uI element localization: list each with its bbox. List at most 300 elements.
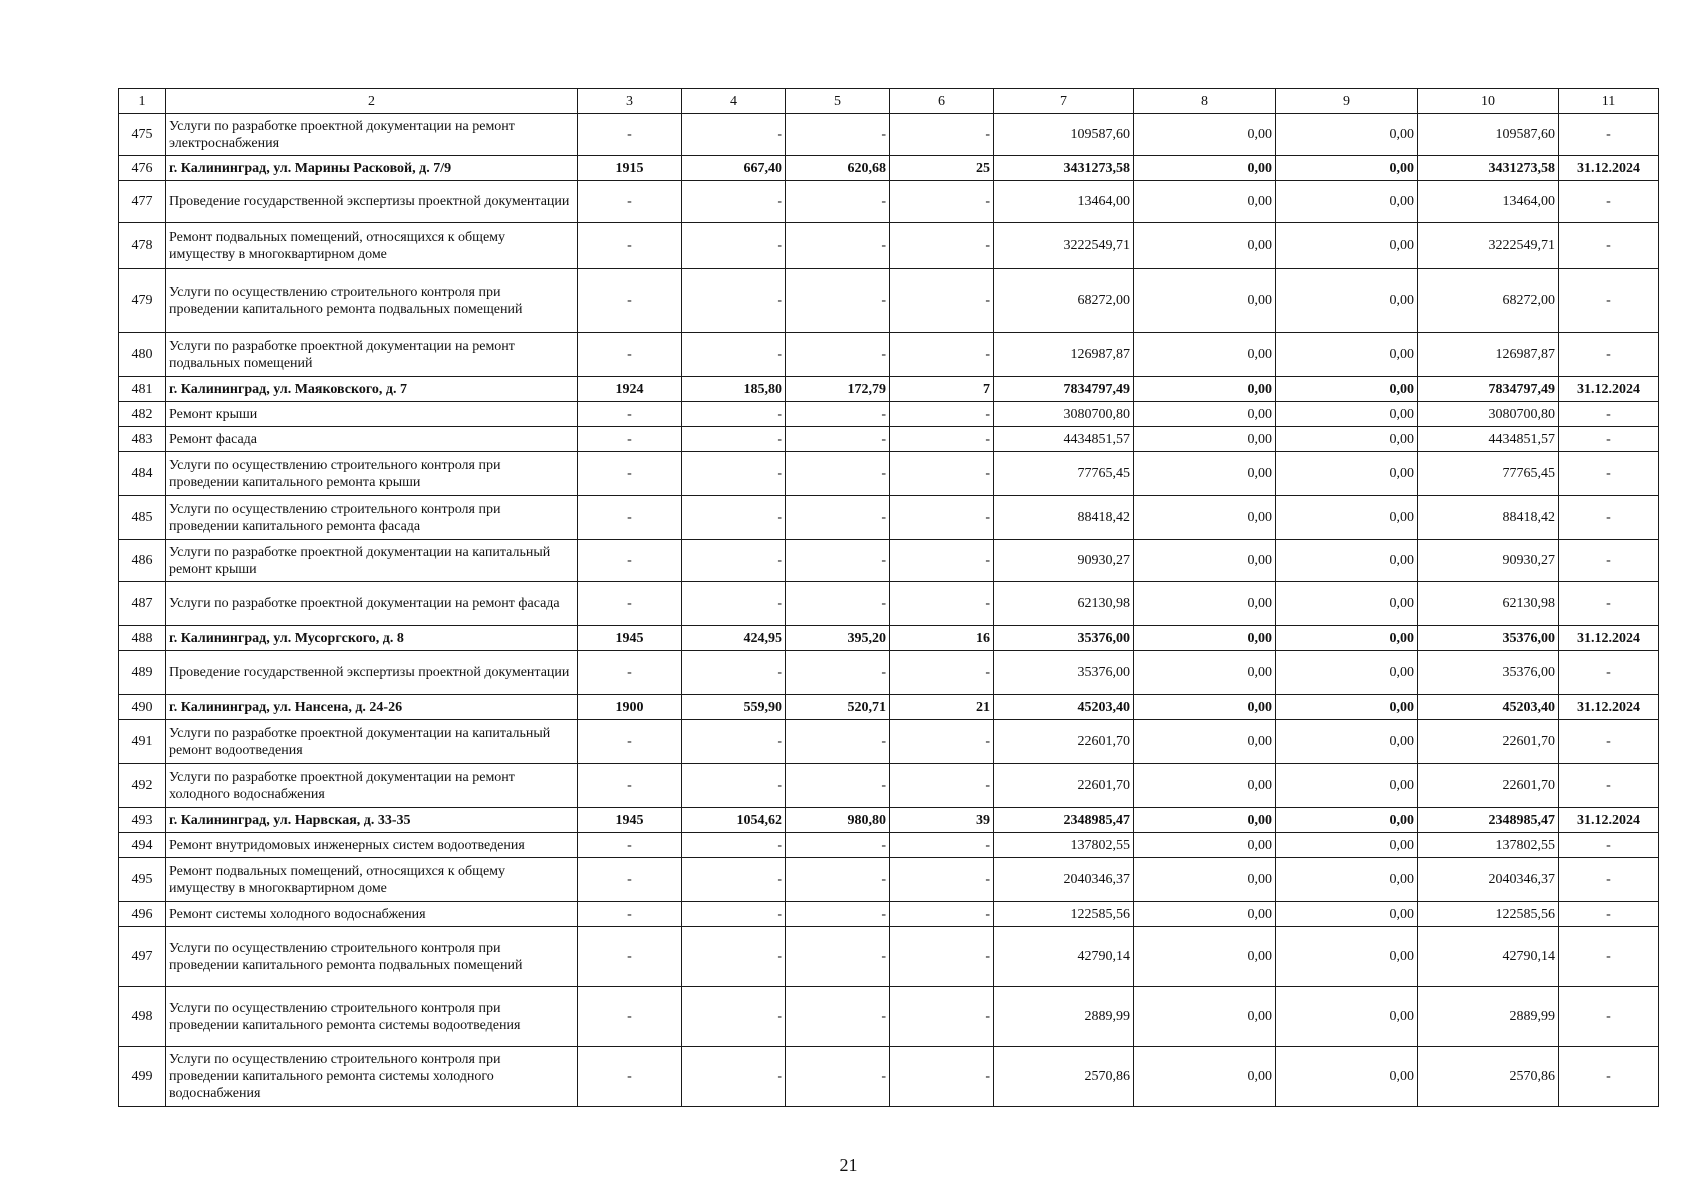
cost-col-8-cell: 0,00	[1134, 223, 1276, 269]
table-row	[119, 902, 1659, 927]
cost-col-9-cell: 0,00	[1276, 626, 1418, 651]
residents-count-cell: -	[890, 858, 994, 902]
residents-count-cell: -	[890, 987, 994, 1047]
year-built-cell: -	[578, 720, 682, 764]
cost-col-10-cell: 7834797,49	[1418, 377, 1559, 402]
living-area-cell: -	[786, 902, 890, 927]
work-name-cell: Проведение государственной экспертизы проектной документации	[166, 181, 578, 223]
cost-col-10-cell: 3222549,71	[1418, 223, 1559, 269]
row-number-cell: 479	[119, 269, 166, 333]
cost-col-8-cell: 0,00	[1134, 858, 1276, 902]
cost-col-10-cell: 35376,00	[1418, 626, 1559, 651]
cost-total-cell: 68272,00	[994, 269, 1134, 333]
residents-count-cell: 7	[890, 377, 994, 402]
work-name-cell: Услуги по осуществлению строительного контроля при проведении капитального ремонта крыши	[166, 452, 578, 496]
living-area-cell: -	[786, 427, 890, 452]
residents-count-cell: -	[890, 181, 994, 223]
column-header-8: 8	[1134, 89, 1276, 114]
column-header-6: 6	[890, 89, 994, 114]
living-area-cell: -	[786, 833, 890, 858]
completion-date-cell: 31.12.2024	[1559, 156, 1659, 181]
year-built-cell: -	[578, 651, 682, 695]
total-area-cell: -	[682, 1047, 786, 1107]
cost-col-8-cell: 0,00	[1134, 269, 1276, 333]
living-area-cell: 395,20	[786, 626, 890, 651]
cost-total-cell: 137802,55	[994, 833, 1134, 858]
table-row	[119, 452, 1659, 496]
living-area-cell: -	[786, 720, 890, 764]
column-header-4: 4	[682, 89, 786, 114]
cost-col-9-cell: 0,00	[1276, 808, 1418, 833]
cost-col-10-cell: 3431273,58	[1418, 156, 1559, 181]
row-number-cell: 482	[119, 402, 166, 427]
total-area-cell: -	[682, 540, 786, 582]
living-area-cell: -	[786, 858, 890, 902]
work-name-cell: Услуги по разработке проектной документации на капитальный ремонт водоотведения	[166, 720, 578, 764]
residents-count-cell: -	[890, 720, 994, 764]
work-name-cell: Ремонт фасада	[166, 427, 578, 452]
column-header-7: 7	[994, 89, 1134, 114]
residents-count-cell: -	[890, 833, 994, 858]
cost-col-8-cell: 0,00	[1134, 902, 1276, 927]
cost-col-8-cell: 0,00	[1134, 764, 1276, 808]
completion-date-cell: -	[1559, 927, 1659, 987]
residents-count-cell: 39	[890, 808, 994, 833]
cost-col-8-cell: 0,00	[1134, 582, 1276, 626]
cost-col-9-cell: 0,00	[1276, 452, 1418, 496]
total-area-cell: -	[682, 181, 786, 223]
cost-total-cell: 77765,45	[994, 452, 1134, 496]
cost-col-10-cell: 3080700,80	[1418, 402, 1559, 427]
completion-date-cell: -	[1559, 269, 1659, 333]
cost-total-cell: 2889,99	[994, 987, 1134, 1047]
year-built-cell: -	[578, 1047, 682, 1107]
living-area-cell: -	[786, 927, 890, 987]
living-area-cell: -	[786, 333, 890, 377]
cost-total-cell: 2040346,37	[994, 858, 1134, 902]
year-built-cell: -	[578, 833, 682, 858]
table-row	[119, 651, 1659, 695]
cost-col-8-cell: 0,00	[1134, 987, 1276, 1047]
table-row	[119, 764, 1659, 808]
living-area-cell: -	[786, 452, 890, 496]
row-number-cell: 478	[119, 223, 166, 269]
work-name-cell: Ремонт подвальных помещений, относящихся к общему имуществу в многоквартирном доме	[166, 223, 578, 269]
completion-date-cell: 31.12.2024	[1559, 377, 1659, 402]
cost-total-cell: 122585,56	[994, 902, 1134, 927]
cost-col-8-cell: 0,00	[1134, 927, 1276, 987]
works-table	[118, 88, 1659, 1107]
cost-total-cell: 42790,14	[994, 927, 1134, 987]
completion-date-cell: -	[1559, 1047, 1659, 1107]
year-built-cell: -	[578, 540, 682, 582]
year-built-cell: -	[578, 452, 682, 496]
cost-col-10-cell: 2348985,47	[1418, 808, 1559, 833]
cost-col-10-cell: 88418,42	[1418, 496, 1559, 540]
cost-col-9-cell: 0,00	[1276, 858, 1418, 902]
year-built-cell: -	[578, 223, 682, 269]
cost-total-cell: 62130,98	[994, 582, 1134, 626]
completion-date-cell: -	[1559, 764, 1659, 808]
page-number: 21	[839, 1155, 858, 1175]
table-row	[119, 987, 1659, 1047]
total-area-cell: -	[682, 269, 786, 333]
cost-total-cell: 3431273,58	[994, 156, 1134, 181]
cost-col-10-cell: 4434851,57	[1418, 427, 1559, 452]
completion-date-cell: -	[1559, 582, 1659, 626]
column-header-1: 1	[119, 89, 166, 114]
year-built-cell: 1924	[578, 377, 682, 402]
year-built-cell: -	[578, 987, 682, 1047]
year-built-cell: -	[578, 333, 682, 377]
work-name-cell: г. Калининград, ул. Маяковского, д. 7	[166, 377, 578, 402]
row-number-cell: 481	[119, 377, 166, 402]
cost-total-cell: 126987,87	[994, 333, 1134, 377]
completion-date-cell: 31.12.2024	[1559, 695, 1659, 720]
address-row	[119, 695, 1659, 720]
work-name-cell: г. Калининград, ул. Марины Расковой, д. 7/9	[166, 156, 578, 181]
column-header-2: 2	[166, 89, 578, 114]
total-area-cell: -	[682, 902, 786, 927]
cost-col-10-cell: 2889,99	[1418, 987, 1559, 1047]
cost-total-cell: 88418,42	[994, 496, 1134, 540]
work-name-cell: Услуги по осуществлению строительного контроля при проведении капитального ремонта фасада	[166, 496, 578, 540]
cost-col-9-cell: 0,00	[1276, 540, 1418, 582]
work-name-cell: Услуги по осуществлению строительного контроля при проведении капитального ремонта подвальных помещений	[166, 269, 578, 333]
row-number-cell: 487	[119, 582, 166, 626]
year-built-cell: -	[578, 269, 682, 333]
residents-count-cell: 16	[890, 626, 994, 651]
work-name-cell: Проведение государственной экспертизы проектной документации	[166, 651, 578, 695]
work-name-cell: Услуги по осуществлению строительного контроля при проведении капитального ремонта системы холодного водоснабжения	[166, 1047, 578, 1107]
living-area-cell: -	[786, 1047, 890, 1107]
total-area-cell: -	[682, 223, 786, 269]
residents-count-cell: 25	[890, 156, 994, 181]
total-area-cell: -	[682, 720, 786, 764]
table-row	[119, 582, 1659, 626]
row-number-cell: 494	[119, 833, 166, 858]
total-area-cell: -	[682, 764, 786, 808]
residents-count-cell: -	[890, 223, 994, 269]
table-row	[119, 1047, 1659, 1107]
cost-col-9-cell: 0,00	[1276, 427, 1418, 452]
cost-col-10-cell: 62130,98	[1418, 582, 1559, 626]
row-number-cell: 490	[119, 695, 166, 720]
column-header-9: 9	[1276, 89, 1418, 114]
completion-date-cell: -	[1559, 496, 1659, 540]
cost-col-10-cell: 77765,45	[1418, 452, 1559, 496]
work-name-cell: Ремонт системы холодного водоснабжения	[166, 902, 578, 927]
year-built-cell: -	[578, 764, 682, 808]
year-built-cell: -	[578, 496, 682, 540]
completion-date-cell: -	[1559, 651, 1659, 695]
cost-col-10-cell: 35376,00	[1418, 651, 1559, 695]
residents-count-cell: -	[890, 496, 994, 540]
cost-col-9-cell: 0,00	[1276, 156, 1418, 181]
residents-count-cell: -	[890, 1047, 994, 1107]
cost-col-8-cell: 0,00	[1134, 114, 1276, 156]
cost-col-9-cell: 0,00	[1276, 833, 1418, 858]
residents-count-cell: -	[890, 333, 994, 377]
total-area-cell: 1054,62	[682, 808, 786, 833]
cost-col-9-cell: 0,00	[1276, 269, 1418, 333]
column-header-3: 3	[578, 89, 682, 114]
residents-count-cell: -	[890, 927, 994, 987]
cost-total-cell: 90930,27	[994, 540, 1134, 582]
cost-col-10-cell: 122585,56	[1418, 902, 1559, 927]
work-name-cell: Услуги по разработке проектной документации на ремонт холодного водоснабжения	[166, 764, 578, 808]
cost-col-9-cell: 0,00	[1276, 496, 1418, 540]
work-name-cell: Услуги по разработке проектной документации на капитальный ремонт крыши	[166, 540, 578, 582]
total-area-cell: -	[682, 114, 786, 156]
residents-count-cell: -	[890, 269, 994, 333]
cost-total-cell: 45203,40	[994, 695, 1134, 720]
column-header-11: 11	[1559, 89, 1659, 114]
year-built-cell: 1945	[578, 808, 682, 833]
table-row	[119, 114, 1659, 156]
year-built-cell: -	[578, 427, 682, 452]
cost-col-8-cell: 0,00	[1134, 1047, 1276, 1107]
row-number-cell: 499	[119, 1047, 166, 1107]
work-name-cell: г. Калининград, ул. Нарвская, д. 33-35	[166, 808, 578, 833]
living-area-cell: 980,80	[786, 808, 890, 833]
cost-col-10-cell: 2570,86	[1418, 1047, 1559, 1107]
cost-col-8-cell: 0,00	[1134, 540, 1276, 582]
cost-col-8-cell: 0,00	[1134, 626, 1276, 651]
living-area-cell: -	[786, 987, 890, 1047]
completion-date-cell: -	[1559, 540, 1659, 582]
cost-col-9-cell: 0,00	[1276, 695, 1418, 720]
living-area-cell: -	[786, 496, 890, 540]
row-number-cell: 488	[119, 626, 166, 651]
residents-count-cell: 21	[890, 695, 994, 720]
total-area-cell: 559,90	[682, 695, 786, 720]
year-built-cell: -	[578, 181, 682, 223]
cost-total-cell: 13464,00	[994, 181, 1134, 223]
row-number-cell: 497	[119, 927, 166, 987]
cost-total-cell: 22601,70	[994, 720, 1134, 764]
completion-date-cell: -	[1559, 333, 1659, 377]
cost-col-10-cell: 126987,87	[1418, 333, 1559, 377]
year-built-cell: -	[578, 402, 682, 427]
living-area-cell: -	[786, 764, 890, 808]
cost-col-8-cell: 0,00	[1134, 333, 1276, 377]
cost-col-9-cell: 0,00	[1276, 720, 1418, 764]
total-area-cell: -	[682, 427, 786, 452]
work-name-cell: Ремонт внутридомовых инженерных систем водоотведения	[166, 833, 578, 858]
row-number-cell: 495	[119, 858, 166, 902]
cost-col-10-cell: 22601,70	[1418, 720, 1559, 764]
cost-col-10-cell: 45203,40	[1418, 695, 1559, 720]
table-row	[119, 720, 1659, 764]
work-name-cell: Услуги по разработке проектной документации на ремонт подвальных помещений	[166, 333, 578, 377]
cost-col-9-cell: 0,00	[1276, 764, 1418, 808]
column-header-5: 5	[786, 89, 890, 114]
row-number-cell: 493	[119, 808, 166, 833]
living-area-cell: -	[786, 114, 890, 156]
completion-date-cell: -	[1559, 833, 1659, 858]
residents-count-cell: -	[890, 764, 994, 808]
cost-col-10-cell: 109587,60	[1418, 114, 1559, 156]
row-number-cell: 492	[119, 764, 166, 808]
cost-col-8-cell: 0,00	[1134, 377, 1276, 402]
living-area-cell: -	[786, 269, 890, 333]
total-area-cell: 424,95	[682, 626, 786, 651]
cost-col-8-cell: 0,00	[1134, 427, 1276, 452]
living-area-cell: -	[786, 651, 890, 695]
cost-col-9-cell: 0,00	[1276, 181, 1418, 223]
cost-col-10-cell: 137802,55	[1418, 833, 1559, 858]
cost-col-10-cell: 22601,70	[1418, 764, 1559, 808]
work-name-cell: Услуги по осуществлению строительного контроля при проведении капитального ремонта системы водоотведения	[166, 987, 578, 1047]
living-area-cell: -	[786, 582, 890, 626]
work-name-cell: Услуги по разработке проектной документации на ремонт электроснабжения	[166, 114, 578, 156]
row-number-cell: 484	[119, 452, 166, 496]
table-row	[119, 833, 1659, 858]
cost-total-cell: 4434851,57	[994, 427, 1134, 452]
living-area-cell: 520,71	[786, 695, 890, 720]
cost-col-9-cell: 0,00	[1276, 927, 1418, 987]
year-built-cell: 1915	[578, 156, 682, 181]
table-row	[119, 927, 1659, 987]
residents-count-cell: -	[890, 651, 994, 695]
total-area-cell: 667,40	[682, 156, 786, 181]
year-built-cell: -	[578, 902, 682, 927]
year-built-cell: 1900	[578, 695, 682, 720]
total-area-cell: -	[682, 833, 786, 858]
residents-count-cell: -	[890, 902, 994, 927]
residents-count-cell: -	[890, 114, 994, 156]
cost-col-8-cell: 0,00	[1134, 452, 1276, 496]
year-built-cell: -	[578, 114, 682, 156]
row-number-cell: 483	[119, 427, 166, 452]
cost-col-10-cell: 90930,27	[1418, 540, 1559, 582]
work-name-cell: г. Калининград, ул. Мусоргского, д. 8	[166, 626, 578, 651]
completion-date-cell: -	[1559, 858, 1659, 902]
work-name-cell: г. Калининград, ул. Нансена, д. 24-26	[166, 695, 578, 720]
cost-col-10-cell: 68272,00	[1418, 269, 1559, 333]
total-area-cell: -	[682, 333, 786, 377]
row-number-cell: 491	[119, 720, 166, 764]
work-name-cell: Ремонт крыши	[166, 402, 578, 427]
table-row	[119, 858, 1659, 902]
address-row	[119, 156, 1659, 181]
year-built-cell: -	[578, 582, 682, 626]
completion-date-cell: -	[1559, 452, 1659, 496]
cost-col-9-cell: 0,00	[1276, 114, 1418, 156]
cost-total-cell: 35376,00	[994, 626, 1134, 651]
year-built-cell: -	[578, 858, 682, 902]
total-area-cell: -	[682, 858, 786, 902]
row-number-cell: 476	[119, 156, 166, 181]
residents-count-cell: -	[890, 540, 994, 582]
total-area-cell: -	[682, 987, 786, 1047]
residents-count-cell: -	[890, 427, 994, 452]
cost-total-cell: 22601,70	[994, 764, 1134, 808]
completion-date-cell: -	[1559, 427, 1659, 452]
total-area-cell: -	[682, 582, 786, 626]
table-row	[119, 540, 1659, 582]
total-area-cell: -	[682, 927, 786, 987]
cost-col-9-cell: 0,00	[1276, 223, 1418, 269]
cost-col-9-cell: 0,00	[1276, 333, 1418, 377]
total-area-cell: -	[682, 496, 786, 540]
table-row	[119, 496, 1659, 540]
completion-date-cell: -	[1559, 181, 1659, 223]
completion-date-cell: -	[1559, 987, 1659, 1047]
cost-col-8-cell: 0,00	[1134, 695, 1276, 720]
cost-col-8-cell: 0,00	[1134, 402, 1276, 427]
table-body	[119, 89, 1659, 1107]
cost-col-8-cell: 0,00	[1134, 156, 1276, 181]
living-area-cell: 620,68	[786, 156, 890, 181]
completion-date-cell: -	[1559, 902, 1659, 927]
cost-col-9-cell: 0,00	[1276, 902, 1418, 927]
cost-col-9-cell: 0,00	[1276, 402, 1418, 427]
column-header-10: 10	[1418, 89, 1559, 114]
residents-count-cell: -	[890, 452, 994, 496]
cost-col-8-cell: 0,00	[1134, 720, 1276, 764]
residents-count-cell: -	[890, 402, 994, 427]
row-number-cell: 489	[119, 651, 166, 695]
table-row	[119, 269, 1659, 333]
cost-col-9-cell: 0,00	[1276, 582, 1418, 626]
table-row	[119, 223, 1659, 269]
cost-total-cell: 3080700,80	[994, 402, 1134, 427]
cost-col-8-cell: 0,00	[1134, 808, 1276, 833]
cost-col-10-cell: 13464,00	[1418, 181, 1559, 223]
cost-col-8-cell: 0,00	[1134, 181, 1276, 223]
cost-col-9-cell: 0,00	[1276, 1047, 1418, 1107]
total-area-cell: 185,80	[682, 377, 786, 402]
completion-date-cell: 31.12.2024	[1559, 808, 1659, 833]
residents-count-cell: -	[890, 582, 994, 626]
cost-col-8-cell: 0,00	[1134, 496, 1276, 540]
completion-date-cell: -	[1559, 114, 1659, 156]
completion-date-cell: -	[1559, 223, 1659, 269]
living-area-cell: -	[786, 402, 890, 427]
table-row	[119, 333, 1659, 377]
living-area-cell: -	[786, 223, 890, 269]
cost-col-9-cell: 0,00	[1276, 377, 1418, 402]
row-number-cell: 475	[119, 114, 166, 156]
cost-total-cell: 109587,60	[994, 114, 1134, 156]
total-area-cell: -	[682, 651, 786, 695]
living-area-cell: 172,79	[786, 377, 890, 402]
cost-total-cell: 2570,86	[994, 1047, 1134, 1107]
year-built-cell: 1945	[578, 626, 682, 651]
cost-total-cell: 7834797,49	[994, 377, 1134, 402]
cost-col-9-cell: 0,00	[1276, 651, 1418, 695]
completion-date-cell: -	[1559, 402, 1659, 427]
address-row	[119, 377, 1659, 402]
row-number-cell: 480	[119, 333, 166, 377]
work-name-cell: Ремонт подвальных помещений, относящихся к общему имуществу в многоквартирном доме	[166, 858, 578, 902]
row-number-cell: 485	[119, 496, 166, 540]
row-number-cell: 498	[119, 987, 166, 1047]
table-row	[119, 181, 1659, 223]
table-row	[119, 427, 1659, 452]
cost-col-10-cell: 2040346,37	[1418, 858, 1559, 902]
living-area-cell: -	[786, 181, 890, 223]
cost-total-cell: 3222549,71	[994, 223, 1134, 269]
table-row	[119, 402, 1659, 427]
year-built-cell: -	[578, 927, 682, 987]
cost-col-9-cell: 0,00	[1276, 987, 1418, 1047]
address-row	[119, 808, 1659, 833]
completion-date-cell: -	[1559, 720, 1659, 764]
cost-col-8-cell: 0,00	[1134, 651, 1276, 695]
